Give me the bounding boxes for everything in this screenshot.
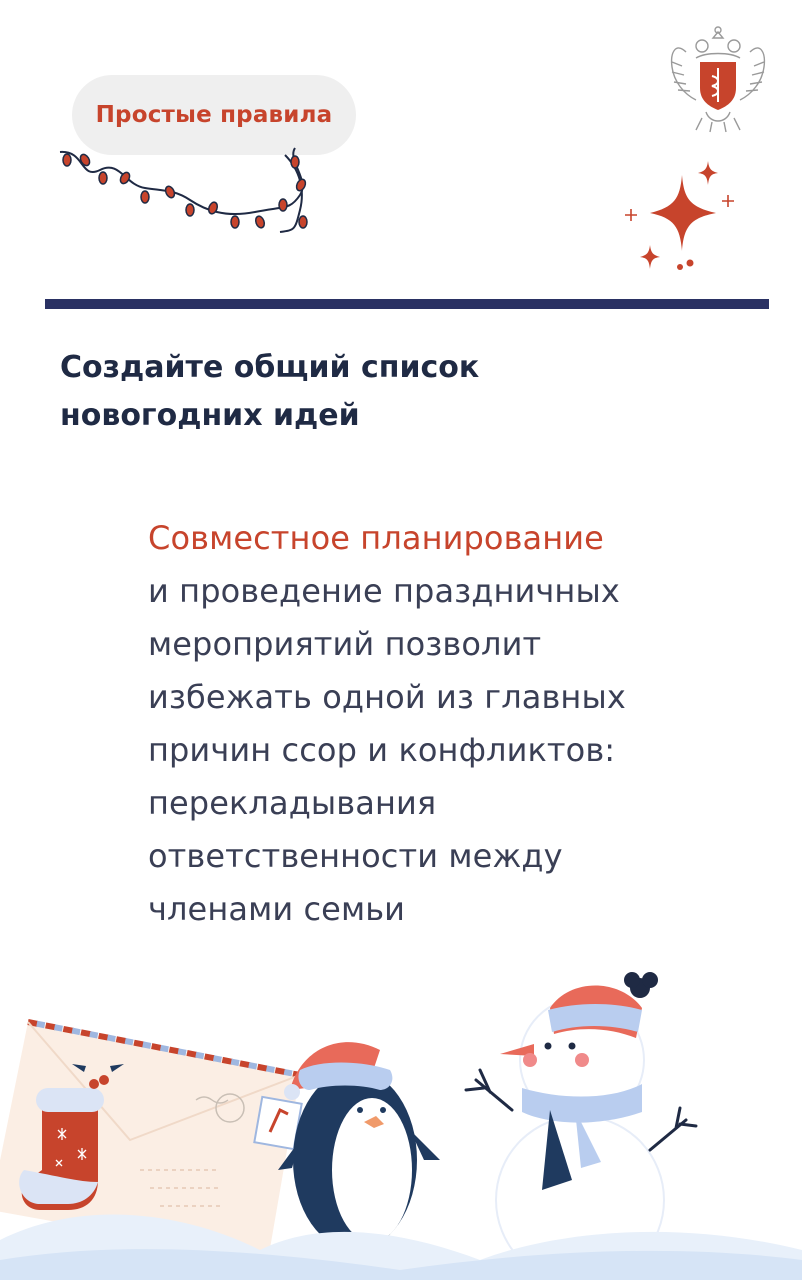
heading-line-1: Создайте общий список	[60, 350, 480, 385]
penguin-illustration	[278, 1042, 440, 1260]
body-line-4: причин ссор и конфликтов:	[148, 731, 616, 769]
page-heading	[60, 344, 740, 440]
body-paragraph	[148, 512, 768, 936]
body-line-2: мероприятий позволит	[148, 625, 542, 663]
body-line-7: членами семьи	[148, 890, 406, 928]
heading-line-2: новогодних идей	[60, 398, 360, 433]
body-line-5: перекладывания	[148, 784, 437, 822]
sparkle-stars-icon	[620, 155, 745, 280]
body-accent-phrase: Совместное планирование	[148, 519, 604, 557]
winter-scene-illustration	[0, 960, 802, 1280]
snow-drifts	[0, 1215, 802, 1280]
string-lights-icon	[55, 140, 320, 240]
section-badge-label: Простые правила	[95, 102, 333, 128]
double-headed-eagle-emblem-icon	[666, 22, 770, 136]
body-line-3: избежать одной из главных	[148, 678, 626, 716]
body-line-1: и проведение праздничных	[148, 572, 620, 610]
body-line-6: ответственности между	[148, 837, 563, 875]
section-divider	[45, 299, 769, 309]
